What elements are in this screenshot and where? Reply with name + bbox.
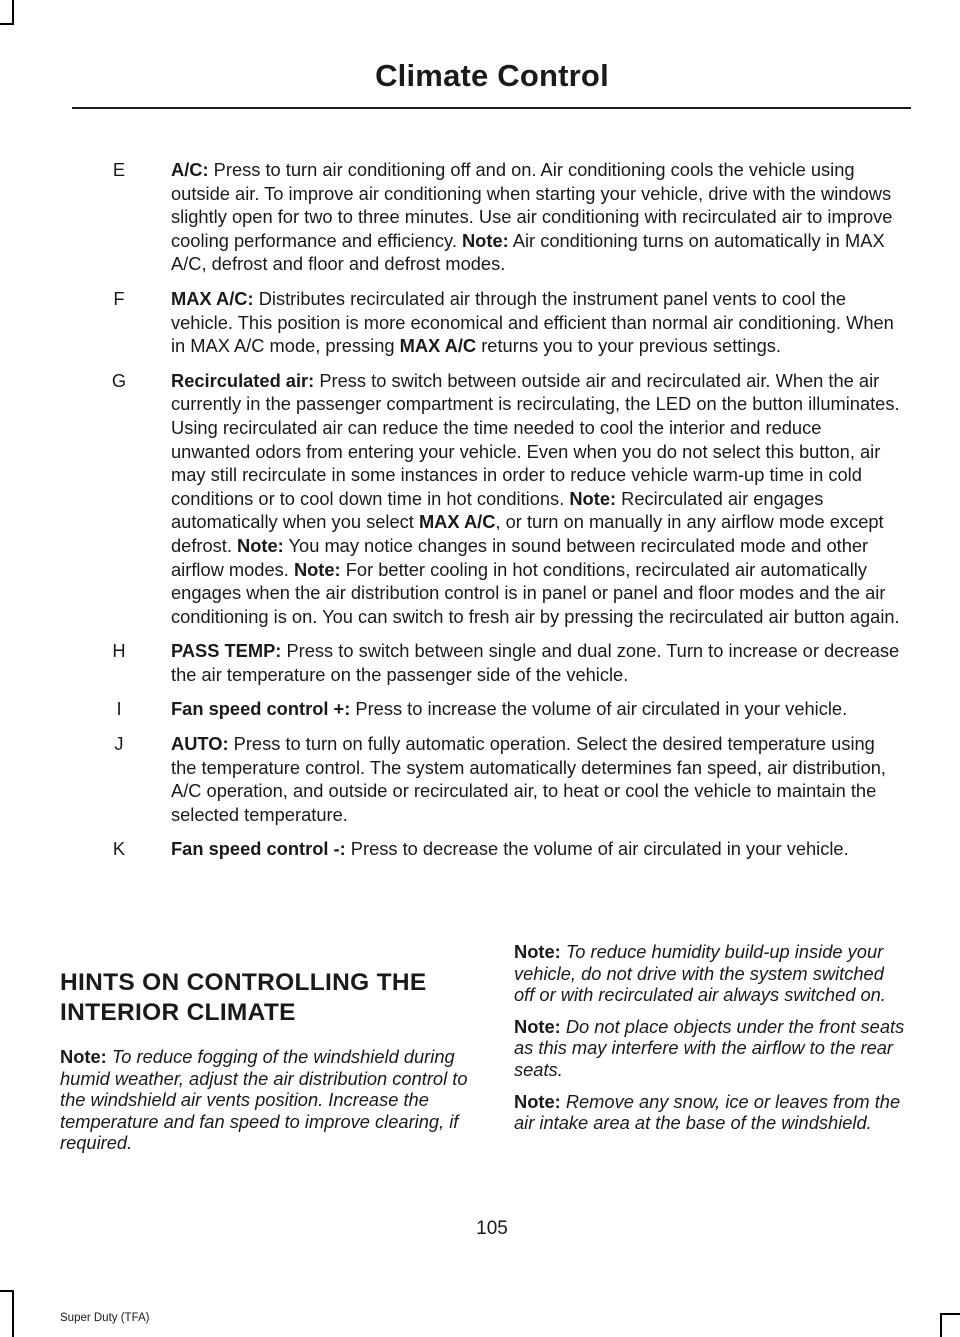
- section-heading: [60, 968, 480, 1028]
- note-text: To reduce humidity build-up inside your vehicle, do not drive with the system switched off or with recirculated air always switched on.: [514, 941, 886, 1006]
- crop-mark: [0, 23, 14, 25]
- inline-text: Press to turn air conditioning off and on. Air conditioning cools the vehicle using outside air. To improve air conditioning when starting your vehicle, drive with the windows slightly open for two to three minutes. Use air conditioning with recirculated air to improve cooling performance and efficiency.: [171, 159, 893, 251]
- definition-row: [0, 158, 960, 276]
- definition-letter: G: [111, 369, 127, 391]
- inline-text: returns you to your previous settings.: [476, 335, 781, 357]
- heading-line: HINTS ON CONTROLLING THE: [60, 969, 427, 996]
- header-divider: [72, 107, 911, 109]
- bold-inline-text: Note:: [237, 534, 284, 556]
- inline-text: Press to decrease the volume of air circulated in your vehicle.: [345, 838, 849, 860]
- bold-inline-text: MAX A/C: [418, 511, 496, 533]
- inline-text: For better cooling in hot conditions, recirculated air automatically engages when the air distribution control is in panel or panel and floor modes and the air conditioning is on. You can switch to fresh air by pressing the recirculated air button again.: [171, 558, 900, 627]
- note-text: Remove any snow, ice or leaves from the air intake area at the base of the windshield.: [514, 1090, 901, 1134]
- note: [514, 1016, 908, 1081]
- left-column-notes: [60, 1046, 473, 1154]
- definition-letter: I: [116, 698, 122, 720]
- inline-text: Distributes recirculated air through the instrument panel vents to cool the vehicle. This position is more economical and efficient than normal air conditioning. When in MAX A/C mode, pressing: [171, 287, 894, 357]
- bold-inline-text: Note:: [569, 487, 617, 509]
- definition-row: [0, 287, 960, 358]
- definition-list: [0, 158, 960, 872]
- definition-text: [171, 639, 902, 686]
- note: [60, 1046, 473, 1154]
- definition-term: Fan speed control -:: [171, 838, 346, 860]
- definition-text: [171, 287, 902, 358]
- definition-row: [0, 697, 960, 721]
- note-label: Note:: [514, 1090, 561, 1112]
- inline-text: Press to switch between outside air and recirculated air. When the air currently in the passenger compartment is recirculating, the LED on the button illuminates. Using recirculated air can reduce the time needed to cool the interior and reduce unwanted odors from entering your vehicle. Even when you do not select this button, air may still recirculate in some instances in order to reduce vehicle warm-up time in cold conditions or to cool down time in hot conditions.: [171, 369, 900, 509]
- bold-inline-text: Note:: [461, 229, 509, 251]
- definition-term: A/C:: [171, 159, 209, 180]
- inline-text: , or turn on manually in any airflow mode except defrost.: [171, 511, 884, 556]
- note: [514, 941, 908, 1006]
- definition-row: [0, 369, 960, 629]
- note-text: Do not place objects under the front seats as this may interfere with the airflow to the rear seats.: [514, 1015, 905, 1080]
- crop-mark: [0, 1290, 14, 1292]
- crop-mark: [940, 1313, 960, 1315]
- definition-text: [171, 158, 902, 276]
- definition-letter: J: [114, 733, 124, 755]
- inline-text: Recirculated air engages automatically when you select: [171, 487, 824, 533]
- definition-text: [171, 369, 902, 629]
- definition-row: [0, 732, 960, 826]
- definition-term: AUTO:: [171, 733, 229, 755]
- definition-letter: H: [112, 640, 126, 662]
- inline-text: Press to switch between single and dual zone. Turn to increase or decrease the air temperature on the passenger side of the vehicle.: [171, 640, 900, 685]
- note-label: Note:: [514, 941, 561, 962]
- definition-row: [0, 837, 960, 861]
- note-label: Note:: [60, 1046, 107, 1067]
- bold-inline-text: Note:: [293, 558, 341, 580]
- page-number: 105: [476, 1218, 508, 1239]
- definition-letter: E: [112, 159, 126, 180]
- note: [514, 1091, 908, 1134]
- right-column-notes: [514, 941, 908, 1144]
- crop-mark: [940, 1313, 942, 1337]
- bold-inline-text: MAX A/C: [399, 335, 477, 357]
- note-text: To reduce fogging of the windshield during humid weather, adjust the air distribution control to the windshield air vents position. Increase the temperature and fan speed to improve clearing, if required.: [60, 1046, 468, 1154]
- definition-letter: K: [112, 838, 126, 860]
- crop-mark: [12, 0, 14, 24]
- definition-term: Recirculated air:: [171, 369, 315, 391]
- definition-text: [171, 837, 902, 861]
- note-label: Note:: [514, 1015, 561, 1037]
- definition-term: Fan speed control +:: [171, 698, 351, 720]
- crop-mark: [12, 1290, 14, 1337]
- heading-line: INTERIOR CLIMATE: [60, 999, 296, 1026]
- definition-text: [171, 732, 902, 826]
- page-title: Climate Control: [375, 58, 609, 93]
- inline-text: Press to increase the volume of air circulated in your vehicle.: [350, 698, 848, 720]
- definition-term: PASS TEMP:: [171, 640, 282, 662]
- definition-text: [171, 697, 902, 721]
- inline-text: Air conditioning turns on automatically in MAX A/C, defrost and floor and defrost modes.: [171, 229, 885, 275]
- document-label: Super Duty (TFA): [60, 1312, 150, 1324]
- definition-term: MAX A/C:: [171, 287, 254, 309]
- definition-row: [0, 639, 960, 686]
- inline-text: You may notice changes in sound between recirculated mode and other airflow modes.: [171, 534, 869, 580]
- definition-letter: F: [113, 287, 125, 309]
- inline-text: Press to turn on fully automatic operation. Select the desired temperature using the temperature control. The system automatically determines fan speed, air distribution, A/C operation, and outside or recirculated air, to heat or cool the vehicle to maintain the selected temperature.: [171, 733, 887, 825]
